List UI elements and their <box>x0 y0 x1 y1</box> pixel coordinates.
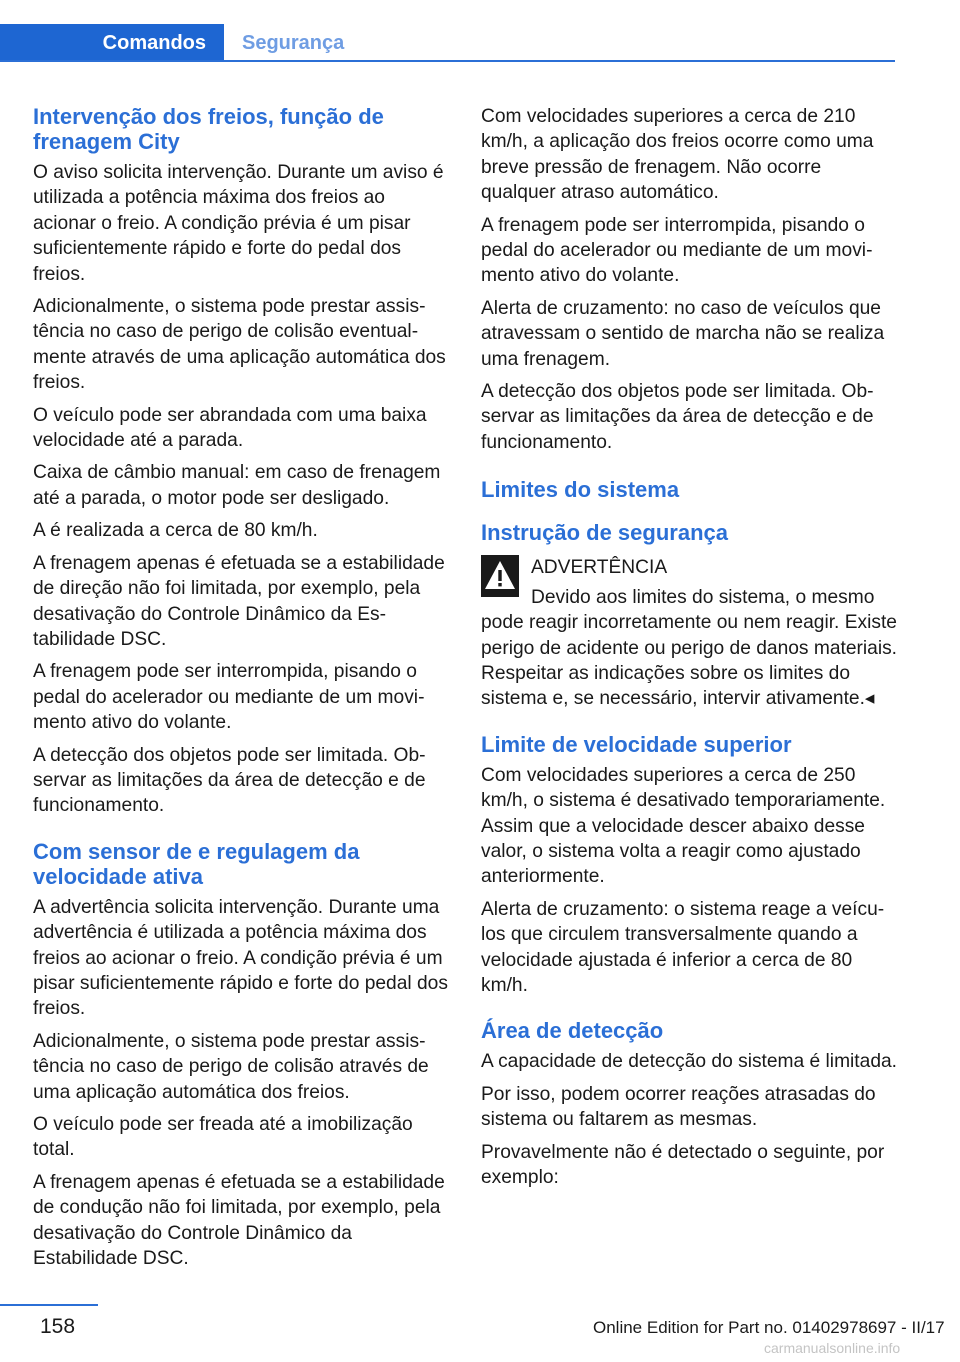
paragraph: A frenagem pode ser interrompida, pisando o pedal do acelerador ou mediante de um movimento ativo do volante. <box>33 661 425 734</box>
paragraph: A frenagem apenas é efetuada se a estabilidade de direção não foi limitada, por exemplo, pela desativação do Controle Dinâmico da Estabilidade DSC. <box>33 552 445 650</box>
paragraph: A detecção dos objetos pode ser limitada. Observar as limitações da área de detecção e de funcionamento. <box>481 381 874 453</box>
heading-detection-area: Área de detecção <box>481 1018 664 1044</box>
warning-block <box>481 555 899 711</box>
paragraph: A é realizada a cerca de 80 km/h. <box>33 520 318 542</box>
paragraph: A advertência solicita intervenção. Durante uma advertência é utilizada a potência máxima dos freios ao acionar o freio. A condição prévia é um pisar suficientemente rápido e forte do pedal dos freios. <box>33 896 448 1020</box>
heading-safety-instruction: Instrução de segurança <box>481 520 728 546</box>
paragraph: Adicionalmente, o sistema pode prestar assistência no caso de perigo de colisão eventualmente através de uma aplicação automática dos freios. <box>33 296 446 394</box>
warning-text: Devido aos limites do sistema, o mesmo pode reagir incorretamente ou nem reagir. Existe perigo de acidente ou perigo de danos materiais. Respeitar as indicações sobre os limites do sistema e, se necessário, intervir ativamente.◂ <box>481 586 898 710</box>
paragraph: Com velocidades superiores a cerca de 250 km/h, o sistema é desativado temporariamente. Assim que a velocidade descer abaixo desse valor, o sistema volta a reagir como ajustado anteriormente. <box>481 764 886 888</box>
paragraph: Adicionalmente, o sistema pode prestar assistência no caso de perigo de colisão através de uma aplicação automática dos freios. <box>33 1030 429 1103</box>
heading-active-speed-sensor: Com sensor de e regulagem da velocidade ativa <box>33 838 360 889</box>
heading-city-braking: Intervenção dos freios, função de frenagem City <box>33 104 384 154</box>
paragraph: Caixa de câmbio manual: em caso de frenagem até a parada, o motor pode ser desligado. <box>33 462 441 509</box>
left-column <box>33 104 451 1278</box>
tab-seguranca[interactable]: Segurança <box>242 32 345 54</box>
page-number: 158 <box>40 1315 76 1338</box>
paragraph: Com velocidades superiores a cerca de 210 km/h, a aplicação dos freios ocorre como uma breve pressão de frenagem. Não ocorre qualquer atraso automático. <box>481 106 874 204</box>
right-column <box>481 104 899 1197</box>
edition-label: Online Edition for Part no. 01402978697 - II/17 <box>593 1318 945 1337</box>
paragraph: O veículo pode ser abrandada com uma baixa velocidade até a parada. <box>33 404 427 452</box>
footer-rule <box>0 1304 98 1306</box>
warning-triangle-icon <box>481 555 519 597</box>
paragraph: A detecção dos objetos pode ser limitada. Observar as limitações da área de detecção e de funcionamento. <box>33 744 426 817</box>
paragraph: A frenagem apenas é efetuada se a estabilidade de condução não foi limitada, por exemplo, pela desativação do Controle Dinâmico da Estabilidade DSC. <box>33 1171 445 1270</box>
paragraph: O aviso solicita intervenção. Durante um aviso é utilizada a potência máxima dos freios ao acionar o freio. A condição prévia é um pisar suficientemente rápido e forte do pedal dos freios. <box>33 162 444 285</box>
paragraph: A capacidade de detecção do sistema é limitada. <box>481 1051 897 1073</box>
paragraph: Provavelmente não é detectado o seguinte, por exemplo: <box>481 1141 885 1188</box>
paragraph: Alerta de cruzamento: no caso de veículos que atravessam o sentido de marcha não se realiza uma frenagem. <box>481 297 885 370</box>
page-header <box>0 24 895 62</box>
heading-upper-speed-limit: Limite de velocidade superior <box>481 731 792 757</box>
paragraph: Alerta de cruzamento: o sistema reage a veículos que circulem transversalmente quando a velocidade ajustada é inferior a cerca de 80 km/h. <box>481 898 885 996</box>
paragraph: A frenagem pode ser interrompida, pisando o pedal do acelerador ou mediante de um movimento ativo do volante. <box>481 214 873 287</box>
warning-title: ADVERTÊNCIA <box>531 557 668 579</box>
tab-comandos[interactable]: Comandos <box>0 24 224 62</box>
watermark: carmanualsonline.info <box>764 1340 901 1356</box>
heading-system-limits: Limites do sistema <box>481 477 680 503</box>
header-rule <box>0 60 895 62</box>
paragraph: O veículo pode ser freada até a imobilização total. <box>33 1114 413 1161</box>
paragraph: Por isso, podem ocorrer reações atrasadas do sistema ou faltarem as mesmas. <box>481 1083 876 1131</box>
